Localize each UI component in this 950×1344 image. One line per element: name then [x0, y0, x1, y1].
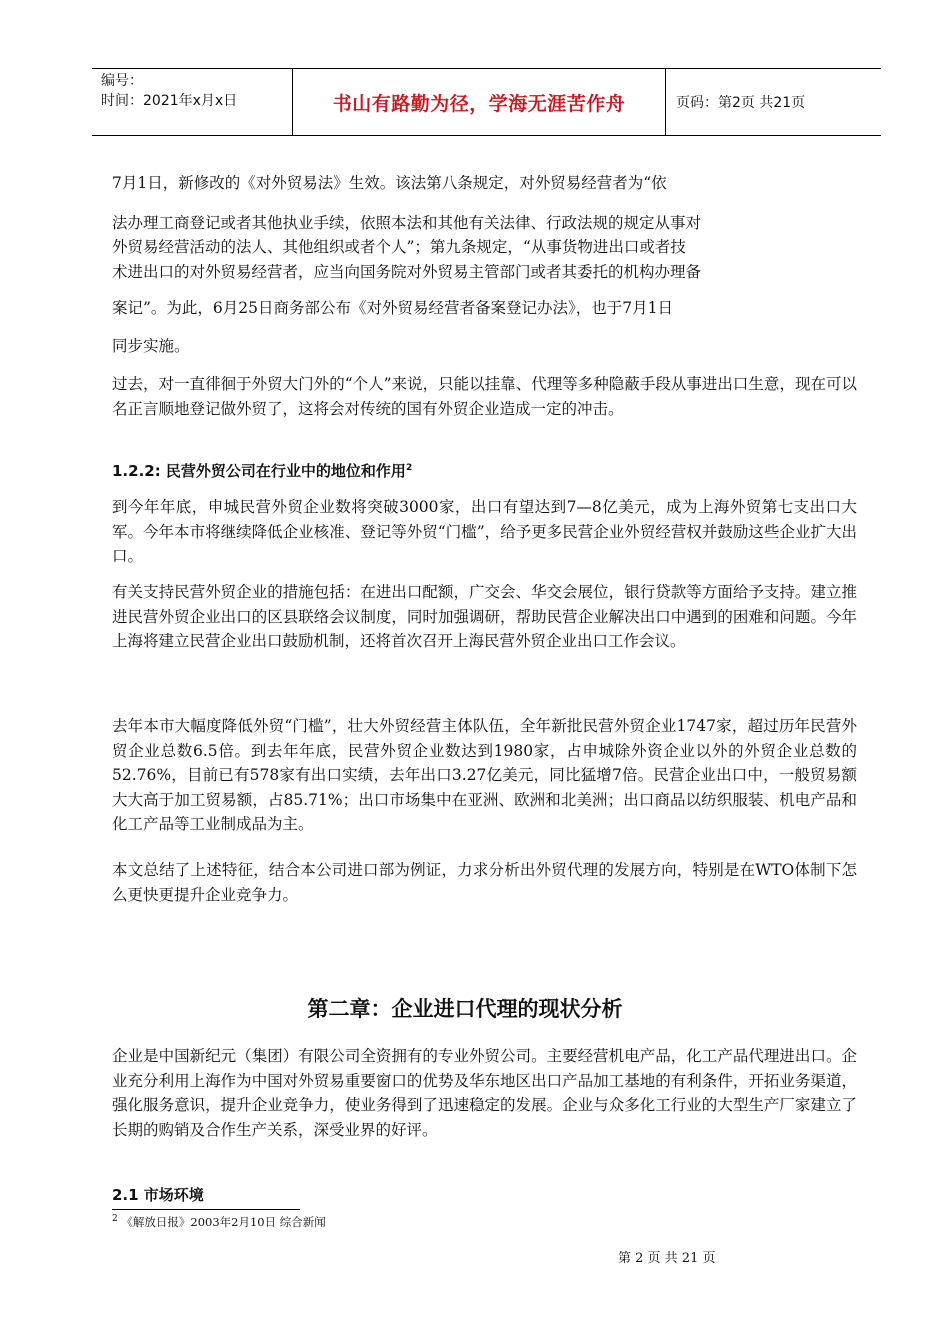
section-heading-1-2-2-text: 1.2.2: 民营外贸公司在行业中的地位和作用 [112, 462, 406, 480]
section-heading-1-2-2 [112, 460, 412, 481]
paragraph-1-line-1: 7月1日，新修改的《对外贸易法》生效。该法第八条规定，对外贸易经营者为“依 [112, 174, 667, 192]
paragraph-1-line-2: 法办理工商登记或者其他执业手续，依照本法和其他有关法律、行政法规的规定从事对 [112, 214, 702, 232]
header-time-label: 时间：2021年x月x日 [101, 93, 238, 109]
header-meta [92, 69, 293, 135]
section-heading-2-1: 2.1 市场环境 [112, 1186, 204, 1204]
paragraph-6: 本文总结了上述特征，结合本公司进口部为例证，力求分析出外贸代理的发展方向，特别是在WTO体制下怎么更快更提升企业竞争力。 [112, 861, 857, 904]
footnote-divider [112, 1209, 300, 1210]
footnote-text: 《解放日报》2003年2月10日 综合新闻 [121, 1215, 326, 1229]
chapter-title: 第二章：企业进口代理的现状分析 [307, 997, 623, 1021]
paragraph-2: 过去，对一直徘徊于外贸大门外的“个人”来说，只能以挂靠、代理等多种隐蔽手段从事进出口生意，现在可以名正言顺地登记做外贸了，这将会对传统的国有外贸企业造成一定的冲击。 [112, 375, 857, 418]
document-header [92, 68, 881, 136]
page-number-footer: 第 2 页 共 21 页 [618, 1251, 716, 1266]
paragraph-1-line-5: 案记”。为此，6月25日商务部公布《对外贸易经营者备案登记办法》，也于7月1日 [112, 299, 673, 317]
paragraph-4: 有关支持民营外贸企业的措施包括：在进出口配额，广交会、华交会展位，银行贷款等方面给予支持。建立推进民营外贸企业出口的区县联络会议制度，同时加强调研，帮助民营企业解决出口中遇到的困难和问题。今年上海将建立民营企业出口鼓励机制，还将首次召开上海民营外贸企业出口工作会议。 [112, 583, 857, 650]
footnote-ref: 2 [405, 463, 413, 473]
header-number-label: 编号： [101, 73, 143, 89]
footnote-mark: 2 [112, 1214, 118, 1225]
header-motto: 书山有路勤为径，学海无涯苦作舟 [293, 69, 666, 135]
paragraph-5: 去年本市大幅度降低外贸“门槛”，壮大外贸经营主体队伍，全年新批民营外贸企业1747家，超过历年民营外贸企业总数6.5倍。到去年年底，民营外贸企业数达到1980家，占申城除外资企业以外的外贸企业总数的52.76%，目前已有578家有出口实绩，去年出口3.27亿美元，同比猛增7倍。民营企业出口中，一般贸易额大大高于加工贸易额，占85.71%；出口市场集中在亚洲、欧洲和北美洲；出口商品以纺织服装、机电产品和化工产品等工业制成品为主。 [112, 717, 857, 833]
paragraph-7: 企业是中国新纪元（集团）有限公司全资拥有的专业外贸公司。主要经营机电产品，化工产品代理进出口。企业充分利用上海作为中国对外贸易重要窗口的优势及华东地区出口产品加工基地的有利条件，开拓业务渠道，强化服务意识，提升企业竞争力，使业务得到了迅速稳定的发展。企业与众多化工行业的大型生产厂家建立了长期的购销及合作生产关系，深受业界的好评。 [112, 1047, 857, 1139]
header-page-label: 页码：第2页 共21页 [676, 95, 806, 111]
footnote [112, 1214, 326, 1230]
paragraph-1-line-6: 同步实施。 [112, 337, 190, 355]
paragraph-1-line-4: 术进出口的对外贸易经营者，应当向国务院对外贸易主管部门或者其委托的机构办理备 [112, 263, 702, 281]
paragraph-1-line-3: 外贸易经营活动的法人、其他组织或者个人”；第九条规定，“从事货物进出口或者技 [112, 238, 686, 256]
paragraph-3: 到今年年底，申城民营外贸企业数将突破3000家，出口有望达到7—8亿美元，成为上海外贸第七支出口大军。今年本市将继续降低企业核准、登记等外贸“门槛”，给予更多民营企业外贸经营权并鼓励这些企业扩大出口。 [112, 498, 857, 565]
